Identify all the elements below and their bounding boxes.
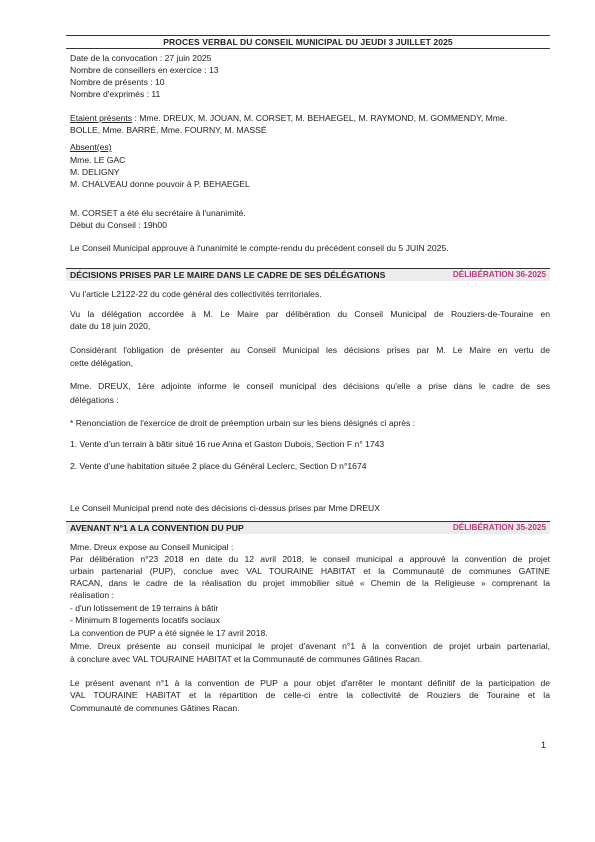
paragraph-line: Communauté de communes Gâtines Racan. — [70, 703, 240, 713]
paragraph-line: Mme. Dreux présente au conseil municipal le projet d'avenant n°1 à la convention de projet urbain partenarial, — [70, 641, 550, 651]
absents-label: Absent(es) — [70, 142, 112, 152]
section-title: AVENANT N°1 A LA CONVENTION DU PUP — [70, 523, 244, 533]
absent-item: M. DELIGNY — [70, 167, 120, 177]
paragraph-line: VAL TOURAINE HABITAT et la répartition de celle-ci entre la collectivité de Rouziers de Touraine et la — [70, 690, 550, 700]
paragraph-line: Vu l'article L2122-22 du code général des collectivités territoriales. — [70, 289, 322, 299]
paragraph-line: Le présent avenant n°1 à la convention de PUP a pour objet d'arrêter le montant définitif de la participation de — [70, 678, 550, 688]
expressed-count: Nombre d'exprimés : 11 — [70, 89, 161, 99]
paragraph-line: Mme. DREUX, 1ère adjointe informe le conseil municipal des décisions qu'elle a prise dans le cadre de ses — [70, 381, 550, 391]
paragraph-line: à conclure avec VAL TOURAINE HABITAT et la Communauté de communes Gâtines Racan. — [70, 654, 423, 664]
paragraph-line: urbain partenarial (PUP), conclue avec VAL TOURAINE HABITAT et la Communauté de communes GATINE — [70, 566, 550, 576]
present-count: Nombre de présents : 10 — [70, 77, 165, 87]
paragraph-line: RACAN, dans le cadre de la réalisation du projet immobilier situé « Chemin de la Religieuse » comprenant la — [70, 578, 550, 588]
page-number: 1 — [541, 740, 547, 750]
section-header-decisions — [66, 268, 550, 281]
paragraph-line: * Renonciation de l'exercice de droit de préemption urbain sur les biens désignés ci après : — [70, 418, 416, 428]
presents-names-1: : Mme. DREUX, M. JOUAN, M. CORSET, M. BEHAEGEL, M. RAYMOND, M. GOMMENDY, Mme. — [132, 113, 508, 123]
councillors-count: Nombre de conseillers en exercice : 13 — [70, 65, 219, 75]
page-title: PROCES VERBAL DU CONSEIL MUNICIPAL DU JEUDI 3 JUILLET 2025 — [163, 37, 453, 47]
presents-line-2: BOLLE, Mme. BARRÉ, Mme. FOURNY, M. MASSÉ — [70, 125, 267, 135]
paragraph-line: réalisation : — [70, 590, 114, 600]
paragraph-line: Le Conseil Municipal prend note des décisions ci-dessus prises par Mme DREUX — [70, 503, 380, 513]
paragraph-line: Par délibération n°23 2018 en date du 12 avril 2018, le conseil municipal a approuvé la convention de projet — [70, 554, 550, 564]
secretary-line: M. CORSET a été élu secrétaire à l'unanimité. — [70, 208, 246, 218]
start-time: Début du Conseil : 19h00 — [70, 220, 167, 230]
presents-line-1 — [70, 113, 507, 123]
list-item: 1. Vente d'un terrain à bâtir situé 16 rue Anna et Gaston Dubois, Section F n° 1743 — [70, 439, 385, 449]
list-item: - d'un lotissement de 19 terrains à bâtir — [70, 603, 219, 613]
deliberation-number: DÉLIBÉRATION 35-2025 — [452, 523, 546, 532]
paragraph-line: La convention de PUP a été signée le 17 avril 2018. — [70, 628, 268, 638]
paragraph-line: cette délégation, — [70, 358, 134, 368]
paragraph-line: délégations : — [70, 395, 119, 405]
paragraph-line: Considérant l'obligation de présenter au Conseil Municipal les décisions prises par M. Le Maire en vertu de — [70, 345, 550, 355]
list-item: - Minimum 8 logements locatifs sociaux — [70, 615, 220, 625]
deliberation-number: DÉLIBÉRATION 36-2025 — [452, 270, 546, 279]
paragraph-line: Vu la délégation accordée à M. Le Maire par délibération du Conseil Municipal de Rouziers-de-Touraine en — [70, 309, 550, 319]
section-header-avenant — [66, 521, 550, 534]
presents-label: Etaient présents — [70, 113, 133, 123]
absent-item: Mme. LE GAC — [70, 155, 126, 165]
section-title: DÉCISIONS PRISES PAR LE MAIRE DANS LE CADRE DE SES DÉLÉGATIONS — [70, 270, 386, 280]
list-item: 2. Vente d'une habitation située 2 place du Général Leclerc, Section D n°1674 — [70, 461, 367, 471]
absent-item: M. CHALVEAU donne pouvoir à P. BEHAEGEL — [70, 179, 250, 189]
approval-line: Le Conseil Municipal approuve à l'unanimité le compte-rendu du précédent conseil du 5 JUIN 2025. — [70, 243, 449, 253]
paragraph-line: date du 18 juin 2020, — [70, 321, 151, 331]
paragraph-line: Mme. Dreux expose au Conseil Municipal : — [70, 542, 234, 552]
convocation-date: Date de la convocation : 27 juin 2025 — [70, 53, 212, 63]
